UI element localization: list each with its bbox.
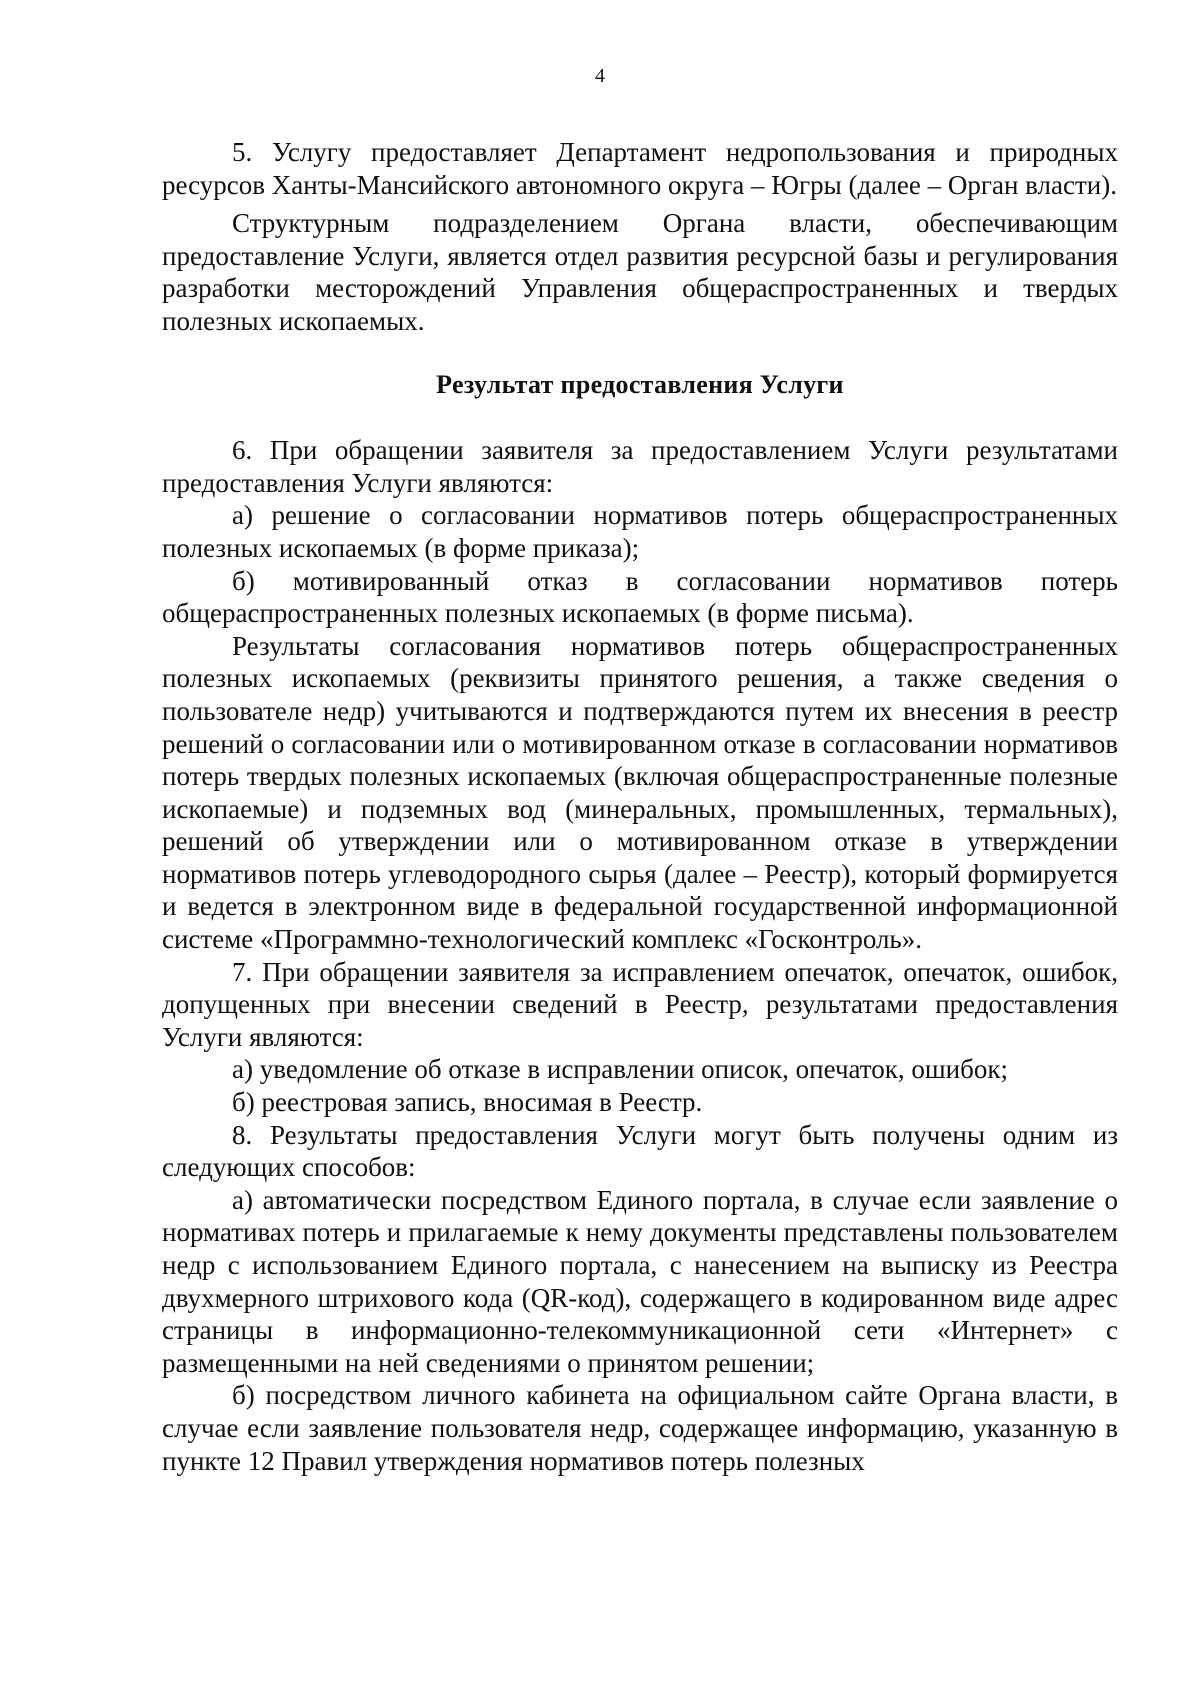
paragraph-results-registry: Результаты согласования нормативов потерь общераспространенных полезных ископаемых (реквизиты принятого решения, а также сведения о пользователе недр) учитываются и подтверждаются путем их внесения в реестр решений о согласовании или о мотивированном отказе в согласовании нормативов потерь твердых полезных ископаемых (включая общераспространенные полезные ископаемые) и подземных вод (минеральных, промышленных, термальных), решений об утверждении или о мотивированном отказе в утверждении нормативов потерь углеводородного сырья (далее – Реестр), который формируется и ведется в электронном виде в федеральной государственной информационной системе «Программно-технологический комплекс «Госконтроль».: [162, 630, 1118, 955]
paragraph-8b: б) посредством личного кабинета на официальном сайте Органа власти, в случае если заявление пользователя недр, содержащее информацию, указанную в пункте 12 Правил утверждения нормативов потерь полезных: [162, 1380, 1118, 1476]
paragraph-8a: а) автоматически посредством Единого портала, в случае если заявление о нормативах потерь и прилагаемые к нему документы представлены пользователем недр с использованием Единого портала, с нанесением на выписку из Реестра двухмерного штрихового кода (QR-код), содержащего в кодированном виде адрес страницы в информационно-телекоммуникационной сети «Интернет» с размещенными на ней сведениями о принятом решении;: [162, 1184, 1118, 1378]
paragraph-6b: б) мотивированный отказ в согласовании нормативов потерь общераспространенных полезных ископаемых (в форме письма).: [162, 565, 1118, 629]
paragraph-7: 7. При обращении заявителя за исправлением опечаток, опечаток, ошибок, допущенных при внесении сведений в Реестр, результатами предоставления Услуги являются:: [162, 956, 1118, 1052]
paragraph-8: 8. Результаты предоставления Услуги могут быть получены одним из следующих способов:: [162, 1119, 1118, 1183]
paragraph-6: 6. При обращении заявителя за предоставлением Услуги результатами предоставления Услуги являются:: [162, 435, 1118, 498]
paragraph-7a: а) уведомление об отказе в исправлении описок, опечаток, ошибок;: [232, 1054, 1008, 1085]
page-number: 4: [595, 65, 605, 87]
paragraph-6a: а) решение о согласовании нормативов потерь общераспространенных полезных ископаемых (в форме приказа);: [162, 500, 1118, 563]
section-heading: Результат предоставления Услуги: [436, 369, 844, 399]
paragraph-5: 5. Услугу предоставляет Департамент недропользования и природных ресурсов Ханты-Мансийского автономного округа – Югры (далее – Орган власти).: [162, 137, 1118, 200]
document-body: [162, 136, 1118, 1477]
paragraph-7b: б) реестровая запись, вносимая в Реестр.: [232, 1087, 703, 1118]
paragraph-structural-unit: Структурным подразделением Органа власти, обеспечивающим предоставление Услуги, является отдел развития ресурсной базы и регулирования разработки месторождений Управления общераспространенных и твердых полезных ископаемых.: [162, 208, 1118, 336]
